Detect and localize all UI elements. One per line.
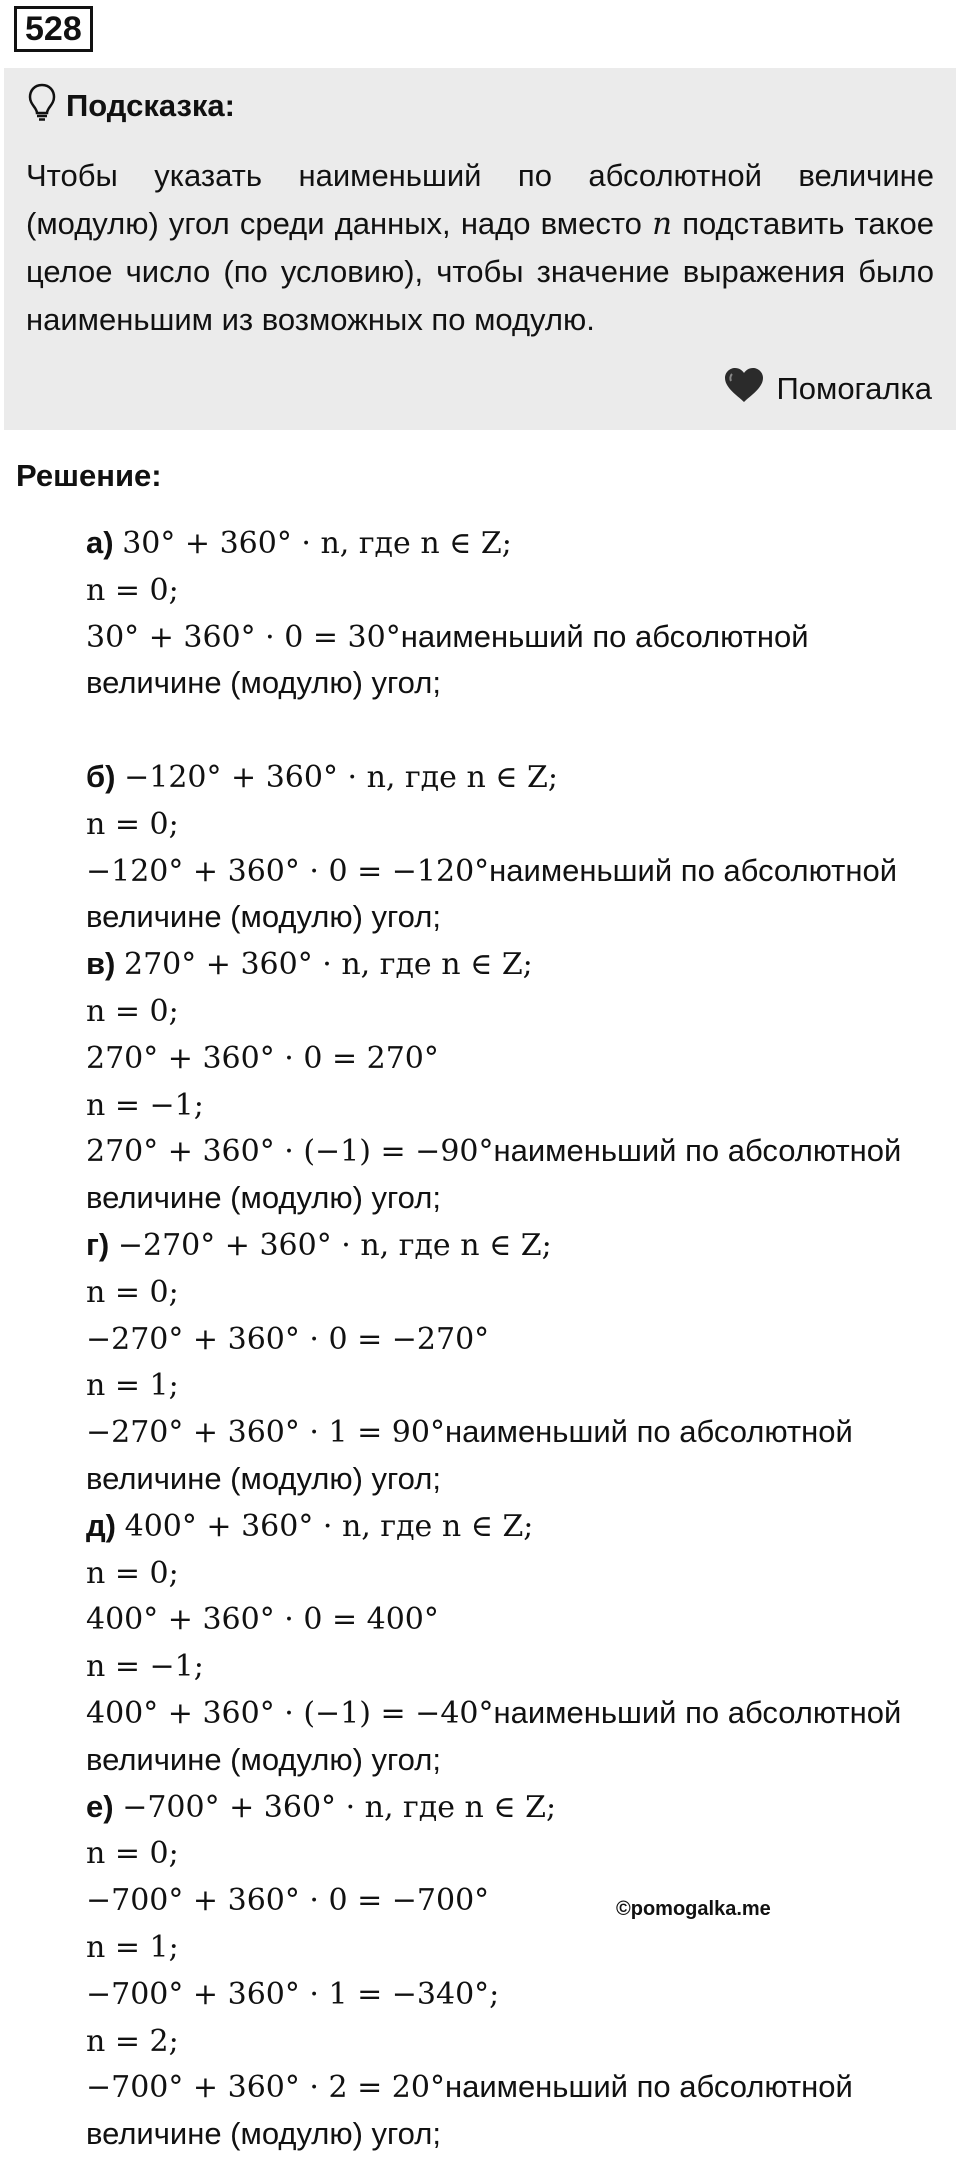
solution-line (86, 1924, 956, 1971)
solution-line (86, 1596, 956, 1643)
solution-line-text: величине (модулю) угол; (86, 1741, 441, 1777)
brand-label: Помогалка (776, 371, 932, 406)
solution-line-math: −270° + 360° · n, где n ∈ Z; (117, 1227, 552, 1263)
solution-line (86, 1409, 956, 1456)
solution-line-text: величине (модулю) угол; (86, 2116, 441, 2152)
solution-line-math: 30° + 360° · n, где n ∈ Z; (122, 526, 512, 561)
solution-line-text: величине (модулю) угол; (86, 665, 441, 701)
solution-line (86, 848, 956, 895)
solution-line-text: наименьший по абсолютной (493, 1133, 902, 1169)
solution-line-text: наименьший по абсолютной (489, 852, 898, 888)
solution-line (86, 754, 956, 801)
hint-text-part-1: Чтобы указать наименьший по абсолютной величине (модулю) угол среди данных, надо вместо (26, 158, 934, 241)
solution-line (86, 2064, 956, 2111)
solution-line-math: n = 0; (86, 572, 179, 608)
solution-line (86, 988, 956, 1035)
solution-line-math: n = 1; (86, 1368, 179, 1404)
solution-line-math: 400° + 360° · n, где n ∈ Z; (124, 1508, 534, 1544)
solution-line-math: n = −1; (86, 1649, 204, 1685)
solution-line (86, 1784, 956, 1831)
hint-header (26, 78, 934, 134)
solution-line-label: в) (86, 946, 124, 982)
solution-spacer (86, 707, 956, 754)
solution-line (86, 1082, 956, 1129)
lightbulb-icon (26, 82, 58, 130)
solution-line-math: 400° + 360° · 0 = 400° (86, 1602, 439, 1638)
solution-line (86, 1222, 956, 1269)
solution-line-math: −700° + 360° · 1 = −340°; (86, 1976, 500, 2012)
solution-line-math: 270° + 360° · n, где n ∈ Z; (124, 947, 533, 983)
solution-line-math: −270° + 360° · 0 = −270° (86, 1321, 490, 1357)
solution-line-math: −120° + 360° · 0 = −120° (86, 853, 490, 889)
solution-label: Решение: (16, 458, 162, 493)
solution-line-math: n = 0; (86, 1274, 179, 1310)
solution-line (86, 614, 956, 661)
solution-line-label: б) (86, 758, 125, 794)
solution-line-math: 30° + 360° · 0 = 30° (86, 619, 401, 655)
solution-line-math: n = 1; (86, 1929, 179, 1965)
solution-line (86, 660, 956, 707)
solution-line (86, 1128, 956, 1175)
task-number: 528 (14, 6, 93, 52)
solution-line (86, 567, 956, 614)
hint-box (4, 68, 956, 430)
solution-line-math: n = −1; (86, 1087, 204, 1123)
solution-line (86, 2018, 956, 2065)
solution-line (86, 1362, 956, 1409)
hint-variable: n (652, 206, 673, 242)
solution-line-text: наименьший по абсолютной (493, 1694, 902, 1730)
solution-line-text: величине (модулю) угол; (86, 899, 441, 935)
solution-line (86, 1877, 956, 1924)
watermark: ©pomogalka.me (616, 1898, 771, 1920)
solution-line-text: величине (модулю) угол; (86, 1180, 441, 1216)
solution-line-math: n = 0; (86, 993, 179, 1029)
solution-line-text: наименьший по абсолютной (444, 1414, 853, 1450)
solution-line-text: наименьший по абсолютной (400, 618, 809, 654)
solution-line-math: −700° + 360° · 0 = −700° (86, 1883, 490, 1919)
brand-link[interactable] (722, 366, 932, 412)
solution-line (86, 1316, 956, 1363)
solution-line (86, 1643, 956, 1690)
solution-line (86, 1550, 956, 1597)
solution-line-math: −700° + 360° · n, где n ∈ Z; (122, 1789, 557, 1825)
hint-text (26, 152, 934, 344)
solution-line (86, 520, 956, 567)
solution-line (86, 1175, 956, 1222)
solution-line (86, 1269, 956, 1316)
solution-line-math: n = 0; (86, 1555, 179, 1591)
solution-body (86, 520, 956, 2158)
solution-line-math: n = 2; (86, 2023, 179, 2059)
solution-line (86, 1456, 956, 1503)
solution-line-math: 270° + 360° · 0 = 270° (86, 1040, 439, 1076)
solution-line (86, 2111, 956, 2158)
solution-line-math: 270° + 360° · (−1) = −90° (86, 1134, 494, 1170)
solution-line-label: д) (86, 1507, 125, 1543)
solution-line (86, 1971, 956, 2018)
heart-icon (722, 366, 766, 412)
solution-line (86, 801, 956, 848)
solution-line-math: n = 0; (86, 1836, 179, 1872)
hint-title: Подсказка: (66, 88, 235, 123)
hint-text-part-2: подставить такое целое число (по условию), чтобы значение выражения было наименьшим из возможных по модулю. (26, 206, 934, 337)
solution-line-math: n = 0; (86, 806, 179, 842)
solution-line (86, 1503, 956, 1550)
solution-line-math: −700° + 360° · 2 = 20° (86, 2070, 445, 2106)
solution-line (86, 1830, 956, 1877)
solution-line (86, 941, 956, 988)
solution-line (86, 1035, 956, 1082)
solution-line-math: −120° + 360° · n, где n ∈ Z; (124, 759, 558, 795)
solution-line-label: е) (86, 1788, 123, 1824)
solution-line-text: наименьший по абсолютной (444, 2069, 853, 2105)
solution-line (86, 1690, 956, 1737)
solution-line (86, 894, 956, 941)
solution-line-math: 400° + 360° · (−1) = −40° (86, 1695, 494, 1731)
solution-line-label: г) (86, 1226, 118, 1262)
solution-line-label: а) (86, 525, 123, 560)
solution-line-text: величине (модулю) угол; (86, 1460, 441, 1496)
solution-line (86, 1737, 956, 1784)
solution-line-math: −270° + 360° · 1 = 90° (86, 1415, 445, 1451)
